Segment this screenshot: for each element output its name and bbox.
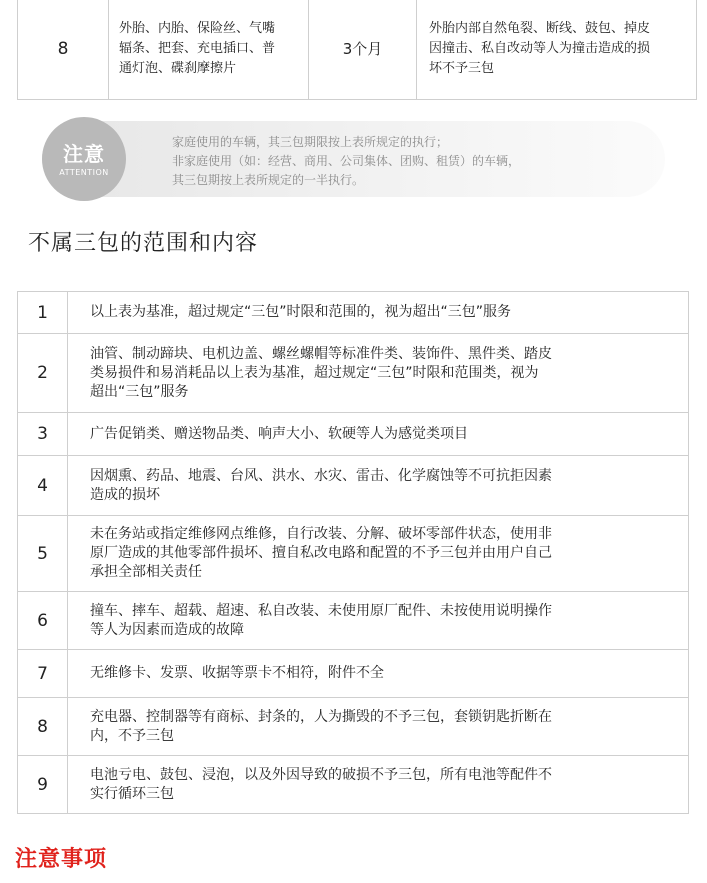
row-number: 6 (18, 592, 68, 650)
description-line: 油管、制动蹄块、电机边盖、螺丝螺帽等标准件类、装饰件、黑件类、踏皮 (90, 345, 552, 362)
row-number: 8 (18, 0, 109, 99)
parts-cell (109, 0, 309, 99)
attention-line: 非家庭使用（如：经营、商用、公司集体、团购、租赁）的车辆， (172, 154, 521, 168)
row-number: 1 (18, 292, 68, 334)
row-description (68, 456, 689, 516)
parts-line: 通灯泡、碟刹摩擦片 (119, 60, 237, 76)
row-description (68, 292, 689, 334)
description-line: 等人为因素而造成的故障 (90, 621, 244, 638)
description-line: 类易损件和易消耗品以上表为基准，超过规定“三包”时限和范围类，视为 (90, 364, 539, 381)
row-number: 5 (18, 516, 68, 592)
table-row (18, 698, 689, 756)
description-line: 因烟熏、药品、地震、台风、洪水、水灾、雷击、化学腐蚀等不可抗拒因素 (90, 467, 552, 484)
description-line: 超出“三包”服务 (90, 383, 189, 400)
row-description (68, 413, 689, 456)
description-line: 无维修卡、发票、收据等票卡不相符，附件不全 (90, 665, 384, 681)
description-line: 电池亏电、鼓包、浸泡，以及外因导致的破损不予三包，所有电池等配件不 (90, 766, 552, 783)
section-title: 不属三包的范围和内容 (28, 231, 259, 256)
attention-line: 家庭使用的车辆，其三包期限按上表所规定的执行； (172, 135, 449, 149)
table-row (18, 413, 689, 456)
description-line: 实行循环三包 (90, 785, 174, 802)
attention-banner (42, 121, 665, 197)
remark-cell (417, 0, 696, 99)
description-line: 广告促销类、赠送物品类、响声大小、软硬等人为感觉类项目 (90, 425, 468, 442)
description-line: 未在务站或指定维修网点维修，自行改装、分解、破坏零部件状态，使用非 (90, 526, 552, 542)
remark-line: 外胎内部自然龟裂、断线、鼓包、掉皮 (429, 20, 651, 36)
parts-line: 辐条、把套、充电插口、普 (119, 40, 276, 56)
description-line: 充电器、控制器等有商标、封条的，人为撕毁的不予三包，套锁钥匙折断在 (90, 708, 552, 725)
table-row (18, 650, 689, 698)
table-row (18, 334, 689, 413)
row-number: 7 (18, 650, 68, 698)
remark-line: 因撞击、私自改动等人为撞击造成的损 (429, 40, 651, 56)
description-line: 原厂造成的其他零部件损坏、擅自私改电路和配置的不予三包并由用户自己 (90, 545, 552, 561)
parts-line: 外胎、内胎、保险丝、气嘴 (119, 20, 276, 36)
table-row (18, 292, 689, 334)
row-description (68, 516, 689, 592)
row-number: 8 (18, 698, 68, 756)
table-row (18, 516, 689, 592)
notice-title: 注意事项 (15, 847, 108, 872)
warranty-period: 3个月 (309, 0, 417, 99)
row-number: 2 (18, 334, 68, 413)
description-line: 承担全部相关责任 (90, 564, 202, 580)
remark-line: 坏不予三包 (429, 60, 495, 76)
attention-badge-en: ATTENTION (59, 167, 109, 177)
row-description (68, 698, 689, 756)
row-number: 4 (18, 456, 68, 516)
row-number: 3 (18, 413, 68, 456)
row-description (68, 650, 689, 698)
row-description (68, 756, 689, 814)
table-row (18, 756, 689, 814)
row-description (68, 592, 689, 650)
attention-text (172, 133, 645, 190)
exclusions-table (17, 291, 689, 814)
row-description (68, 334, 689, 413)
row-number: 9 (18, 756, 68, 814)
table-row (18, 592, 689, 650)
description-line: 内，不予三包 (90, 727, 174, 744)
description-line: 造成的损坏 (90, 486, 160, 503)
description-line: 以上表为基准，超过规定“三包”时限和范围的，视为超出“三包”服务 (90, 304, 512, 320)
warranty-table-row-8 (17, 0, 697, 100)
attention-line: 其三包期按上表所规定的一半执行。 (172, 173, 365, 187)
table-row (18, 456, 689, 516)
attention-badge-cn: 注意 (63, 141, 105, 166)
attention-badge (42, 117, 126, 201)
description-line: 撞车、摔车、超载、超速、私自改装、未使用原厂配件、未按使用说明操作 (90, 602, 552, 619)
